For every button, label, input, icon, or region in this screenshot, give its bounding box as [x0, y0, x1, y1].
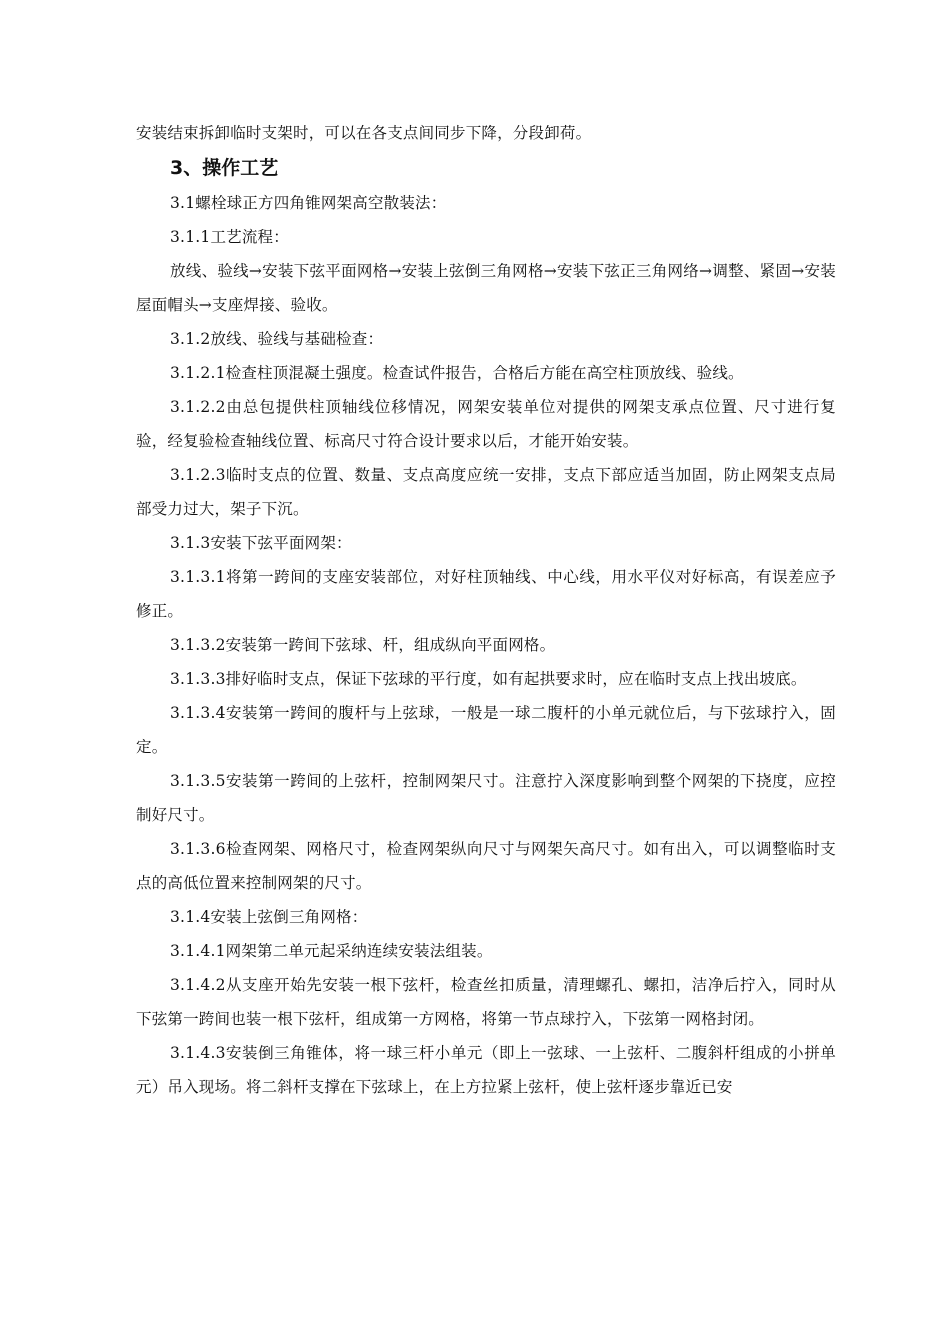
paragraph-3-1-4: 3.1.4安装上弦倒三角网格：	[170, 908, 368, 926]
paragraph-3-1-3: 3.1.3安装下弦平面网架：	[170, 534, 352, 552]
paragraph-process-flow: 放线、验线→安装下弦平面网格→安装上弦倒三角网格→安装下弦正三角网络→调整、紧固→安装屋面帽头→支座焊接、验收。	[136, 262, 836, 314]
document-body	[136, 116, 836, 1104]
paragraph-3-1-1: 3.1.1工艺流程：	[170, 228, 289, 246]
paragraph-3-1-4-1: 3.1.4.1网架第二单元起采纳连续安装法组装。	[170, 942, 493, 960]
paragraph-3-1-2: 3.1.2放线、验线与基础检查：	[170, 330, 384, 348]
paragraph-3-1-3-2: 3.1.3.2安装第一跨间下弦球、杆，组成纵向平面网格。	[170, 636, 556, 654]
paragraph-3-1-2-3: 3.1.2.3临时支点的位置、数量、支点高度应统一安排，支点下部应适当加固，防止网架支点局部受力过大，架子下沉。	[136, 466, 836, 518]
paragraph-3-1-3-6: 3.1.3.6检查网架、网格尺寸，检查网架纵向尺寸与网架矢高尺寸。如有出入，可以调整临时支点的高低位置来控制网架的尺寸。	[136, 840, 836, 892]
section-heading-operation-process: 3、操作工艺	[170, 157, 279, 179]
paragraph-3-1-4-3: 3.1.4.3安装倒三角锥体，将一球三杆小单元（即上一弦球、一上弦杆、二腹斜杆组成的小拼单元）吊入现场。将二斜杆支撑在下弦球上，在上方拉紧上弦杆，使上弦杆逐步靠近已安	[136, 1044, 836, 1096]
paragraph-3-1-3-4: 3.1.3.4安装第一跨间的腹杆与上弦球，一般是一球二腹杆的小单元就位后，与下弦球拧入，固定。	[136, 704, 836, 756]
paragraph-3-1-4-2: 3.1.4.2从支座开始先安装一根下弦杆，检查丝扣质量，清理螺孔、螺扣，洁净后拧入，同时从下弦第一跨间也装一根下弦杆，组成第一方网格，将第一节点球拧入，下弦第一网格封闭。	[136, 976, 836, 1028]
paragraph-3-1: 3.1螺栓球正方四角锥网架高空散装法：	[170, 194, 447, 212]
paragraph-3-1-3-1: 3.1.3.1将第一跨间的支座安装部位，对好柱顶轴线、中心线，用水平仪对好标高，有误差应予修正。	[136, 568, 836, 620]
paragraph-3-1-3-3: 3.1.3.3排好临时支点，保证下弦球的平行度，如有起拱要求时，应在临时支点上找出坡底。	[170, 670, 807, 688]
paragraph-continuation: 安装结束拆卸临时支架时，可以在各支点间同步下降，分段卸荷。	[136, 124, 592, 142]
paragraph-3-1-2-1: 3.1.2.1检查柱顶混凝土强度。检查试件报告，合格后方能在高空柱顶放线、验线。	[170, 364, 744, 382]
paragraph-3-1-2-2: 3.1.2.2由总包提供柱顶轴线位移情况，网架安装单位对提供的网架支承点位置、尺寸进行复验，经复验检查轴线位置、标高尺寸符合设计要求以后，才能开始安装。	[136, 398, 836, 450]
paragraph-3-1-3-5: 3.1.3.5安装第一跨间的上弦杆，控制网架尺寸。注意拧入深度影响到整个网架的下挠度，应控制好尺寸。	[136, 772, 836, 824]
